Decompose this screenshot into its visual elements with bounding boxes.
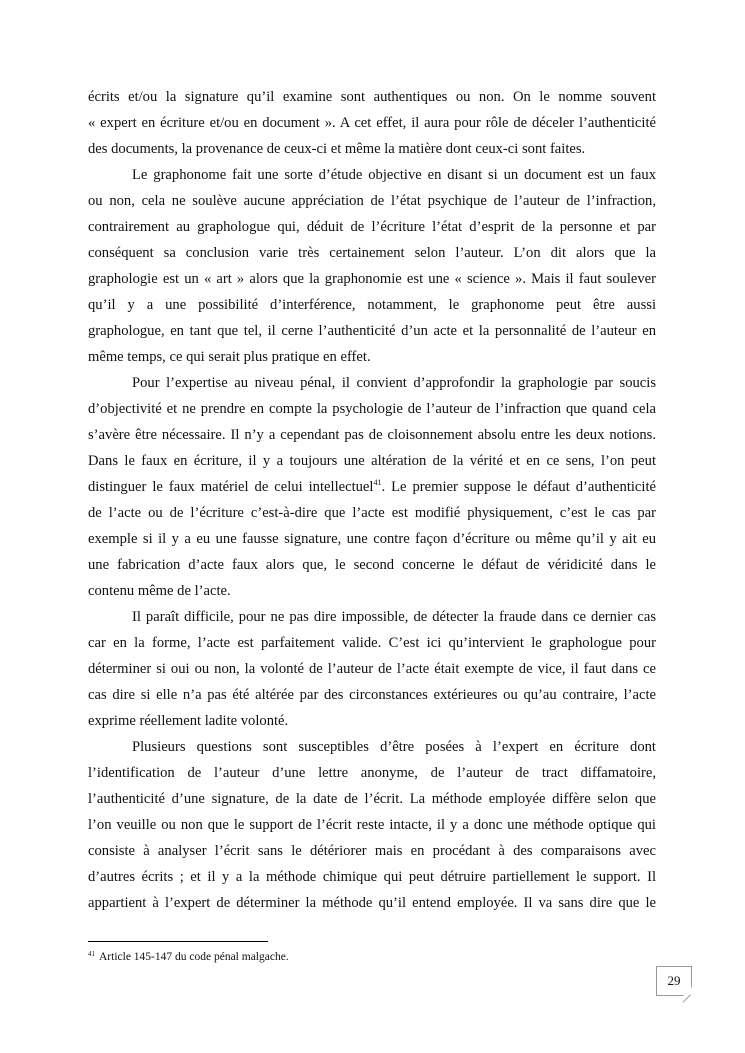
paragraph bbox=[88, 734, 656, 916]
text-line: déterminer si oui ou non, la volonté de l’auteur de l’acte était exempte de vice, il faut dans ce bbox=[88, 661, 656, 677]
text-line: « expert en écriture et/ou en document ». A cet effet, il aura pour rôle de déceler l’authenticité bbox=[88, 115, 656, 131]
body-text bbox=[88, 84, 656, 916]
paragraph bbox=[88, 162, 656, 370]
text-line: contrairement au graphologue qui, déduit de l’écriture l’état d’esprit de la personne et par bbox=[88, 219, 656, 235]
text-line: graphologie est un « art » alors que la graphonomie est une « science ». Mais il faut soulever bbox=[88, 271, 656, 287]
text-line: écrits et/ou la signature qu’il examine sont authentiques ou non. On le nomme souvent bbox=[88, 89, 656, 105]
footnote-reference: 41 bbox=[373, 478, 382, 487]
text-line: appartient à l’expert de déterminer la méthode qu’il entend employée. Il va sans dire que le bbox=[88, 895, 656, 911]
text-line: consiste à analyser l’écrit sans le détériorer mais en procédant à des comparaisons avec bbox=[88, 843, 656, 859]
text-line: l’identification de l’auteur d’une lettre anonyme, de l’auteur de tract diffamatoire, bbox=[88, 765, 656, 781]
text-line: car en la forme, l’acte est parfaitement valide. C’est ici qu’intervient le graphologue pour bbox=[88, 635, 656, 651]
text-line: exemple si il y a eu une fausse signature, une contre façon d’écriture ou même qu’il y ait eu bbox=[88, 531, 656, 547]
text-line: cas dire si elle n’a pas été altérée par des circonstances extérieures ou qu’au contraire, l’acte bbox=[88, 687, 656, 703]
page-number: 29 bbox=[667, 973, 681, 988]
paragraph bbox=[88, 604, 656, 734]
text-line: l’authenticité d’une signature, de la date de l’écrit. La méthode employée diffère selon que bbox=[88, 791, 656, 807]
text-line: ou non, cela ne soulève aucune appréciation de l’état psychique de l’auteur de l’infraction, bbox=[88, 193, 656, 209]
text-line: d’objectivité et ne prendre en compte la psychologie de l’auteur de l’infraction que quand cela bbox=[88, 401, 656, 417]
text-line: qu’il y a une possibilité d’interférence, notamment, le graphonome peut être aussi bbox=[88, 297, 656, 313]
text-line: d’autres écrits ; et il y a la méthode chimique qui peut détruire partiellement le support. Il bbox=[88, 869, 656, 885]
text-line: l’on veuille ou non que le support de l’écrit reste intacte, il y a donc une méthode optique qui bbox=[88, 817, 656, 833]
text-line: exprime réellement ladite volonté. bbox=[88, 713, 289, 729]
text-line: Dans le faux en écriture, il y a toujours une altération de la vérité et en ce sens, l’on peut bbox=[88, 453, 656, 469]
footnote-number: 41 bbox=[88, 950, 95, 958]
text-line: Pour l’expertise au niveau pénal, il convient d’approfondir la graphologie par soucis bbox=[132, 375, 656, 391]
footnote-separator bbox=[88, 941, 268, 942]
text-line: une fabrication d’acte faux alors que, le second concerne le défaut de véridicité dans le bbox=[88, 557, 656, 573]
text-line: Il paraît difficile, pour ne pas dire impossible, de détecter la fraude dans ce dernier cas bbox=[132, 609, 656, 625]
text-line: graphologue, en tant que tel, il cerne l’authenticité d’un acte et la personnalité de l’auteur en bbox=[88, 323, 656, 339]
text-line: de l’acte ou de l’écriture c’est-à-dire que l’acte est modifié physiquement, c’est le cas par bbox=[88, 505, 656, 521]
page-number-box bbox=[656, 966, 692, 996]
text-line: conséquent sa conclusion varie très certainement selon l’auteur. L’on dit alors que la bbox=[88, 245, 656, 261]
text-line: contenu même de l’acte. bbox=[88, 583, 231, 599]
text-line: Le graphonome fait une sorte d’étude objective en disant si un document est un faux bbox=[132, 167, 656, 183]
footnote-text: Article 145-147 du code pénal malgache. bbox=[99, 951, 289, 963]
paragraph bbox=[88, 84, 656, 162]
footnote bbox=[88, 946, 289, 965]
text-line: des documents, la provenance de ceux-ci et même la matière dont ceux-ci sont faites. bbox=[88, 141, 586, 157]
text-line: Plusieurs questions sont susceptibles d’être posées à l’expert en écriture dont bbox=[132, 739, 656, 755]
text-line: distinguer le faux matériel de celui intellectuel$^{41}$. Le premier suppose le défaut d’authenticité bbox=[88, 478, 656, 495]
text-line: s’avère être nécessaire. Il n’y a cependant pas de cloisonnement absolu entre les deux notions. bbox=[88, 427, 656, 443]
text-line: même temps, ce qui serait plus pratique en effet. bbox=[88, 349, 371, 365]
paragraph bbox=[88, 370, 656, 604]
